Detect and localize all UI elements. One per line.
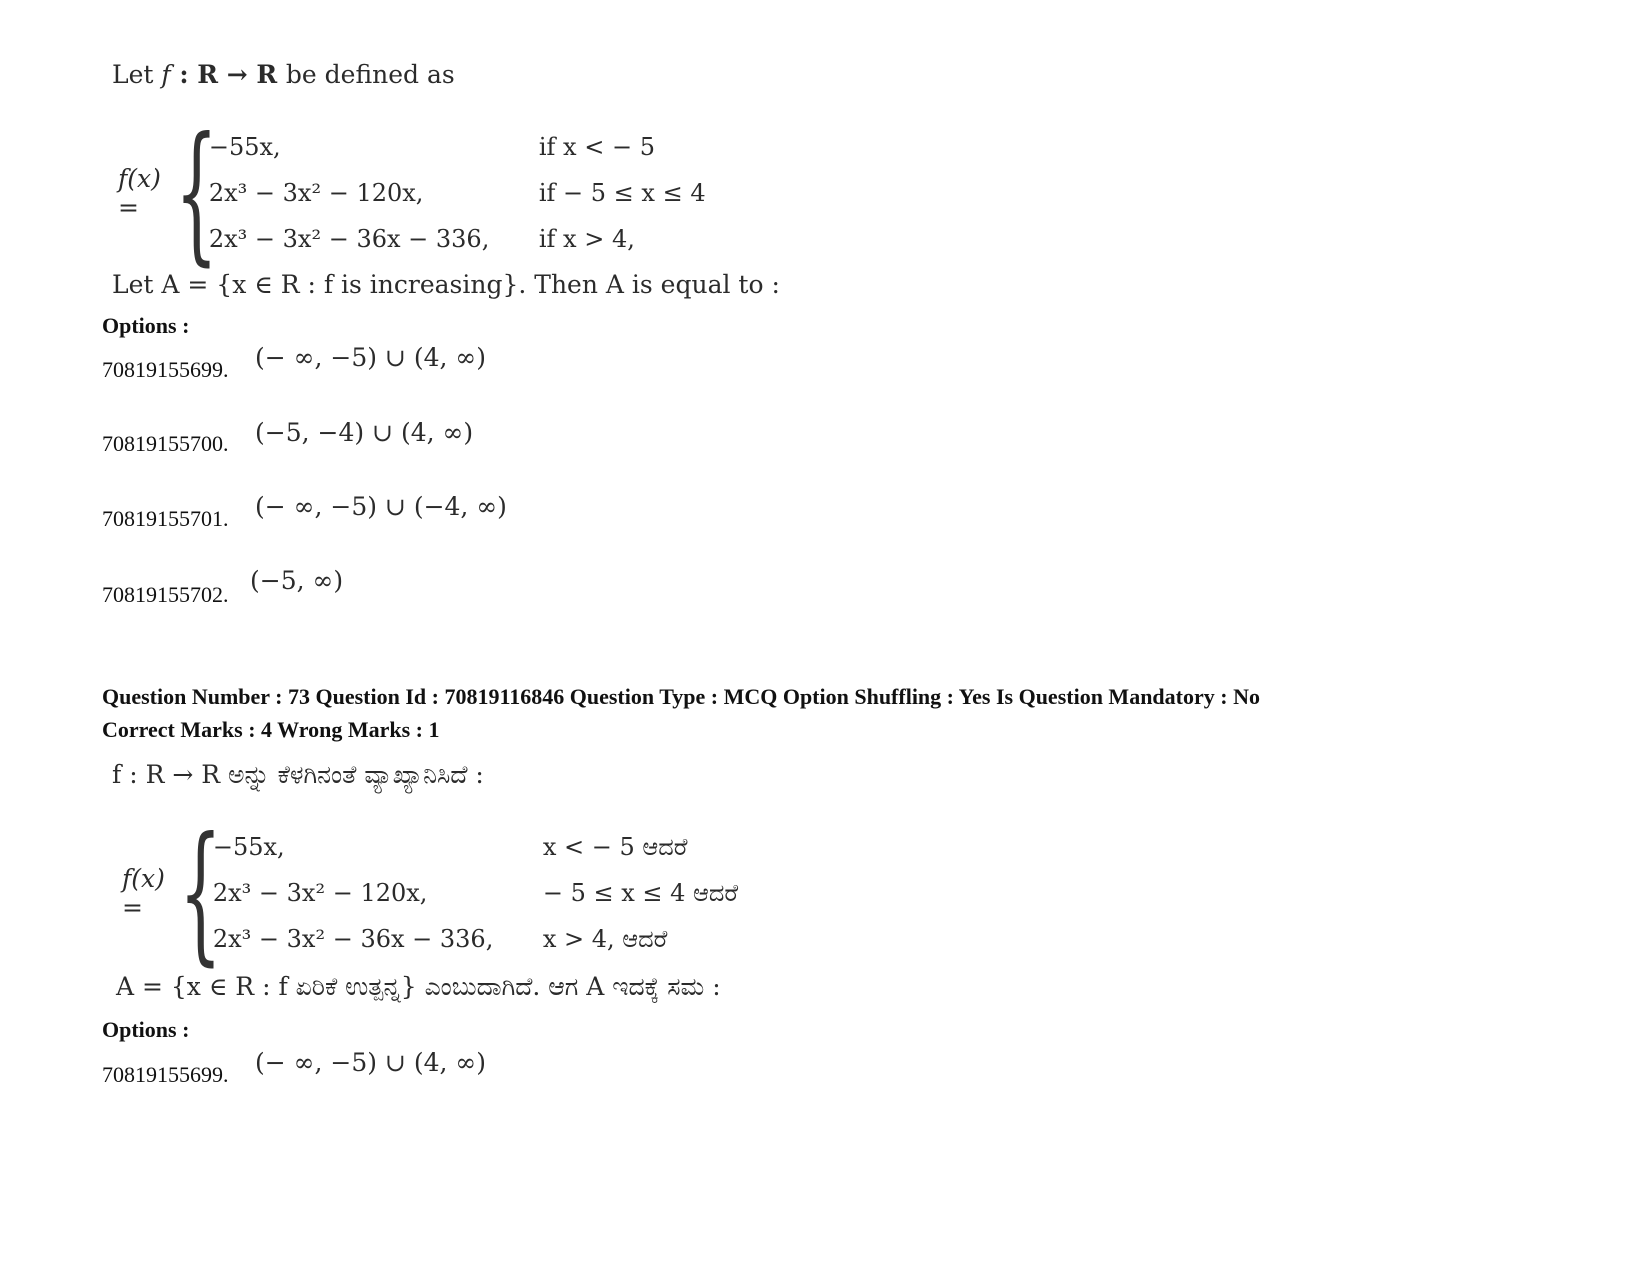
q1-intro-suffix: be defined as (285, 60, 455, 89)
option-id: 70819155701. (102, 506, 229, 531)
q2-meta-line2: Correct Marks : 4 Wrong Marks : 1 (102, 717, 440, 742)
q2-meta-line1: Question Number : 73 Question Id : 70819116846 Question Type : MCQ Option Shuffling : Yes Is Question Mandatory : No (102, 684, 1260, 709)
option-id: 70819155700. (102, 431, 229, 456)
q1-intro (112, 60, 455, 89)
option-value: (− ∞, −5) ∪ (−4, ∞) (255, 492, 507, 521)
q1-option-row (102, 357, 229, 383)
option-value: (− ∞, −5) ∪ (4, ∞) (255, 1048, 486, 1077)
q2-piece-cond: − 5 ≤ x ≤ 4 ಆದರೆ (542, 879, 739, 907)
q1-piece-expr: 2x³ − 3x² − 36x − 336, (208, 225, 490, 253)
q1-left-brace: { (174, 106, 218, 280)
q1-set-definition: Let A = {x ∈ R : f is increasing}. Then A is equal to : (112, 270, 780, 299)
q1-options-label: Options : (102, 313, 190, 338)
q2-set-definition: A = {x ∈ R : f ಏರಿಕೆ ಉತ್ಪನ್ನ} ಎಂಬುದಾಗಿದೆ. ಆಗ A ಇದಕ್ಕೆ ಸಮ : (116, 972, 721, 1001)
option-id: 70819155699. (102, 357, 229, 382)
q2-fx-label: f(x) = (122, 864, 165, 922)
option-value: (−5, −4) ∪ (4, ∞) (255, 418, 474, 447)
q1-piece-cond: if x < − 5 (538, 133, 655, 161)
q2-options-label: Options : (102, 1017, 190, 1042)
q2-piece-cond: x < − 5 ಆದರೆ (542, 833, 688, 861)
q2-piece-expr: 2x³ − 3x² − 120x, (212, 879, 428, 907)
q1-piece-expr: −55x, (208, 133, 281, 161)
q2-intro: f : R → R ಅನ್ನು ಕೆಳಗಿನಂತೆ ವ್ಯಾಖ್ಯಾನಿಸಿದೆ : (112, 760, 484, 789)
option-value: (− ∞, −5) ∪ (4, ∞) (255, 343, 486, 372)
q1-piece-expr: 2x³ − 3x² − 120x, (208, 179, 424, 207)
q1-intro-f: f (161, 60, 171, 89)
q2-left-brace: { (178, 806, 222, 980)
q2-piece-expr: 2x³ − 3x² − 36x − 336, (212, 925, 494, 953)
q2-option-row (102, 1062, 229, 1088)
q2-piece-rows (213, 831, 738, 955)
q1-piece-rows (209, 131, 706, 255)
q1-intro-prefix: Let (112, 60, 162, 89)
q1-piece-cond: if − 5 ≤ x ≤ 4 (538, 179, 706, 207)
option-value: (−5, ∞) (250, 566, 344, 595)
q1-piece-cond: if x > 4, (538, 225, 635, 253)
q1-intro-map: : R → R (170, 60, 286, 89)
q1-option-row (102, 431, 229, 457)
q1-option-row (102, 582, 229, 608)
q1-fx-label: f(x) = (118, 164, 161, 222)
q2-piece-cond: x > 4, ಆದರೆ (542, 925, 668, 953)
option-id: 70819155699. (102, 1062, 229, 1087)
q2-piece-expr: −55x, (212, 833, 285, 861)
option-id: 70819155702. (102, 582, 229, 607)
q1-option-row (102, 506, 229, 532)
